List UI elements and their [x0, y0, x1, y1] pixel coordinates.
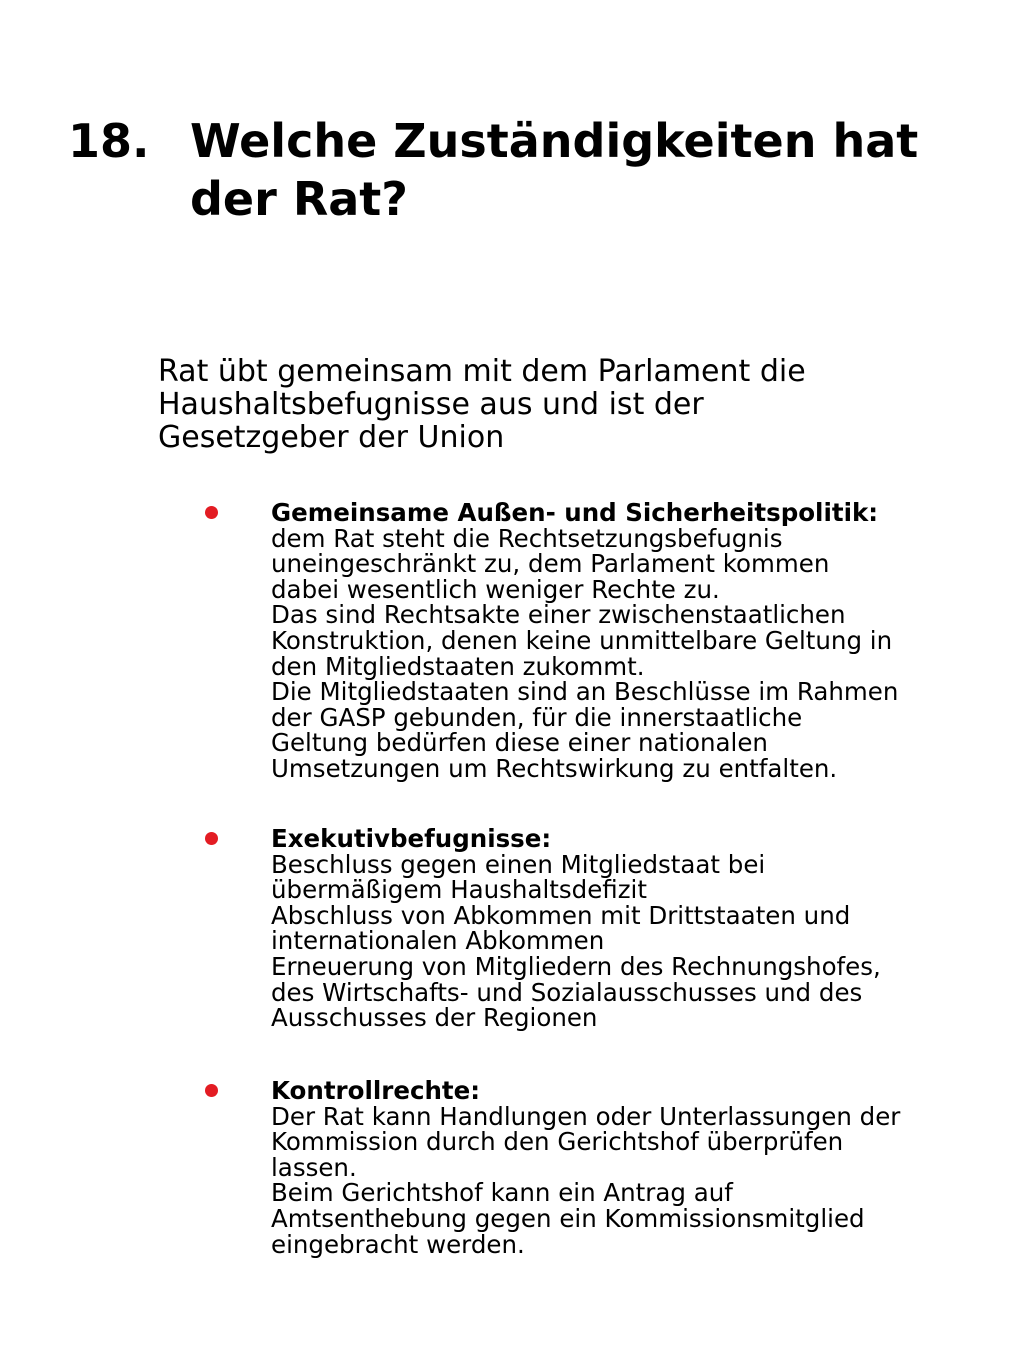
intro-line-2: Haushaltsbefugnisse aus und ist der	[158, 387, 704, 422]
intro-line-1: Rat übt gemeinsam mit dem Parlament die	[158, 354, 806, 389]
intro-line-3: Gesetzgeber der Union	[158, 420, 505, 455]
bullet-line: eingebracht werden.	[271, 1229, 525, 1259]
title-row-1	[68, 112, 968, 170]
bullet-heading: Exekutivbefugnisse:	[271, 824, 552, 853]
page-title	[68, 112, 968, 228]
bullet-line: Konstruktion, denen keine unmittelbare Geltung in	[271, 625, 893, 655]
bullet-line: Beim Gerichtshof kann ein Antrag auf	[271, 1178, 733, 1208]
bullet-line: Geltung bedürfen diese einer nationalen	[271, 728, 768, 758]
bullet-line: Umsetzungen um Rechtswirkung zu entfalten.	[271, 753, 838, 783]
title-number: 18.	[68, 114, 150, 168]
title-row-2	[68, 170, 968, 228]
bullet-line: Das sind Rechtsakte einer zwischenstaatlichen	[271, 600, 846, 630]
bullet-line: Der Rat kann Handlungen oder Unterlassungen der	[271, 1101, 901, 1131]
title-number-spacer	[68, 170, 190, 228]
bullet-line: des Wirtschafts- und Sozialausschusses und des	[271, 977, 863, 1007]
bullet-dot-icon	[205, 1084, 218, 1097]
bullet-line: uneingeschränkt zu, dem Parlament kommen	[271, 549, 830, 579]
bullet-line: dabei wesentlich weniger Rechte zu.	[271, 574, 720, 604]
bullet-line: der GASP gebunden, für die innerstaatliche	[271, 702, 803, 732]
bullet-heading: Kontrollrechte:	[271, 1076, 481, 1105]
bullet-body	[271, 500, 971, 782]
bullet-line: übermäßigem Haushaltsdefizit	[271, 875, 647, 905]
title-line-1: Welche Zuständigkeiten hat	[190, 114, 919, 168]
bullet-body	[271, 1078, 971, 1257]
bullet-dot-icon	[205, 506, 218, 519]
intro-paragraph	[158, 355, 978, 454]
bullet-line: Beschluss gegen einen Mitgliedstaat bei	[271, 849, 766, 879]
bullet-line: Die Mitgliedstaaten sind an Beschlüsse im Rahmen	[271, 677, 899, 707]
title-line-2: der Rat?	[190, 172, 408, 226]
bullet-dot-icon	[205, 832, 218, 845]
bullet-line: internationalen Abkommen	[271, 926, 605, 956]
bullet-line: Amtsenthebung gegen ein Kommissionsmitglied	[271, 1203, 865, 1233]
bullet-line: Abschluss von Abkommen mit Drittstaaten und	[271, 900, 851, 930]
bullet-body	[271, 826, 971, 1031]
bullet-line: lassen.	[271, 1152, 357, 1182]
bullet-line: Erneuerung von Mitgliedern des Rechnungshofes,	[271, 951, 881, 981]
bullet-line: den Mitgliedstaaten zukommt.	[271, 651, 645, 681]
bullet-line: Kommission durch den Gerichtshof überprüfen	[271, 1127, 844, 1157]
bullet-line: Ausschusses der Regionen	[271, 1003, 598, 1033]
bullet-line: dem Rat steht die Rechtsetzungsbefugnis	[271, 523, 783, 553]
bullet-heading: Gemeinsame Außen- und Sicherheitspolitik:	[271, 498, 879, 527]
